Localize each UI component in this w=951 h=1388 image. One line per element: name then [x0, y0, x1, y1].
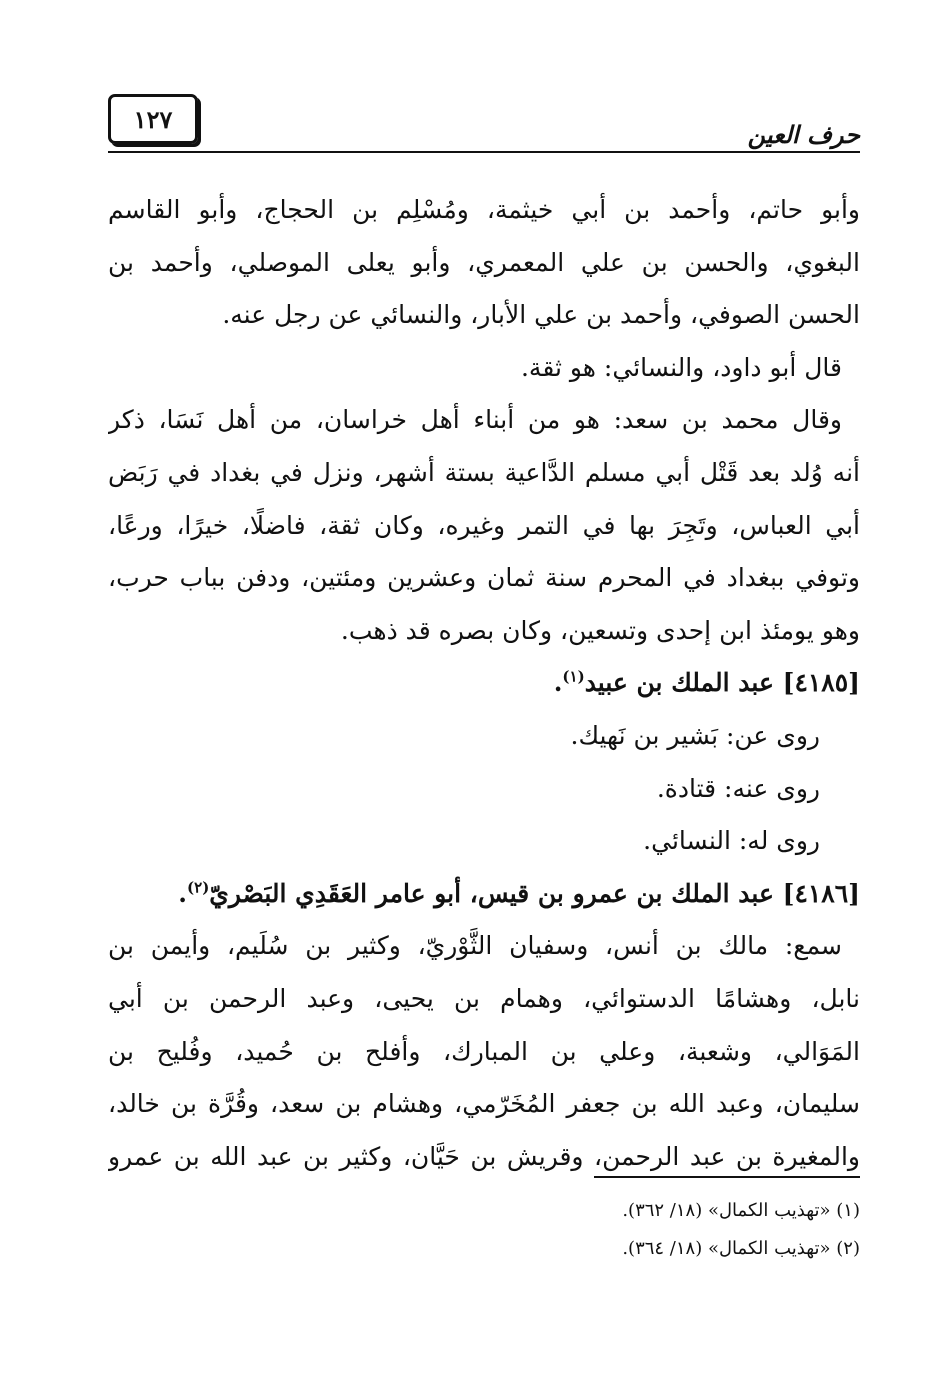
running-title: حرف العين: [747, 120, 860, 149]
text-line: أنه وُلد بعد قَتْل أبي مسلم الدَّاعية بستة أشهر، ونزل في بغداد في رَبَض: [108, 457, 860, 487]
footnote-rule: [594, 1176, 860, 1178]
narrated-by: روى عنه: قتادة.: [656, 773, 820, 803]
text-line: نابل، وهشامًا الدستوائي، وهمام بن يحيى، وعبد الرحمن بن أبي: [108, 983, 860, 1013]
text-line: أبي العباس، وتَجِرَ بها في التمر وغيره، وكان ثقة، فاضلًا، خيرًا، ورعًا،: [108, 510, 860, 540]
footnote: (١) «تهذيب الكمال» (١٨/ ٣٦٢).: [622, 1200, 860, 1221]
page-number: ١٢٧: [108, 94, 198, 144]
entry-number: [٤١٨٦]: [782, 878, 860, 908]
text-line: سمع: مالك بن أنس، وسفيان الثَّوْريّ، وكثير بن سُلَيم، وأيمن بن: [108, 931, 842, 961]
text-line: سليمان، وعبد الله بن جعفر المُخَرّمي، وهشام بن سعد، وقُرَّة بن خالد،: [108, 1089, 860, 1119]
text-line: قال أبو داود، والنسائي: هو ثقة.: [520, 352, 842, 382]
page-header: [108, 94, 860, 158]
entry-name: عبد الملك بن عمرو بن قيس، أبو عامر العَقَدِي البَصْريّ: [209, 878, 774, 908]
text-line: وتوفي ببغداد في المحرم سنة ثمان وعشرين ومئتين، ودفن بباب حرب،: [108, 563, 860, 593]
footnote: (٢) «تهذيب الكمال» (١٨/ ٣٦٤).: [622, 1238, 860, 1259]
footnote-ref[interactable]: (٢): [187, 878, 210, 897]
footnote-ref[interactable]: (١): [562, 668, 585, 687]
text-line: وأبو حاتم، وأحمد بن أبي خيثمة، ومُسْلِم بن الحجاج، وأبو القاسم: [108, 195, 860, 224]
text-line: البغوي، والحسن بن علي المعمري، وأبو يعلى الموصلي، وأحمد بن: [108, 247, 860, 277]
entry-heading-4186: [108, 868, 860, 921]
text-line: المَوَالي، وشعبة، وعلي بن المبارك، وأفلح بن حُميد، وفُليح بن: [108, 1036, 860, 1066]
entry-end: .: [178, 878, 188, 908]
entry-end: .: [553, 668, 563, 698]
text-line: والمغيرة بن عبد الرحمن، وقريش بن حَيَّان، وكثير بن عبد الله بن عمرو: [108, 1141, 860, 1171]
text-line: الحسن الصوفي، وأحمد بن علي الأبار، والنسائي عن رجل عنه.: [222, 300, 860, 330]
text-line: وقال محمد بن سعد: هو من أبناء أهل خراسان، من أهل نَسَا، ذكر: [108, 405, 842, 435]
entry-number: [٤١٨٥]: [782, 668, 860, 698]
entry-name: عبد الملك بن عبيد: [584, 668, 774, 698]
narrated-from: روى عن: بَشير بن نَهيك.: [570, 720, 820, 750]
entry-heading-4185: [108, 657, 860, 710]
footnotes: [360, 1192, 860, 1268]
text-line: وهو يومئذ ابن إحدى وتسعين، وكان بصره قد ذهب.: [340, 615, 860, 645]
main-text: [108, 184, 860, 1183]
narrated-for: روى له: النسائي.: [643, 826, 820, 856]
header-rule: [108, 151, 860, 153]
